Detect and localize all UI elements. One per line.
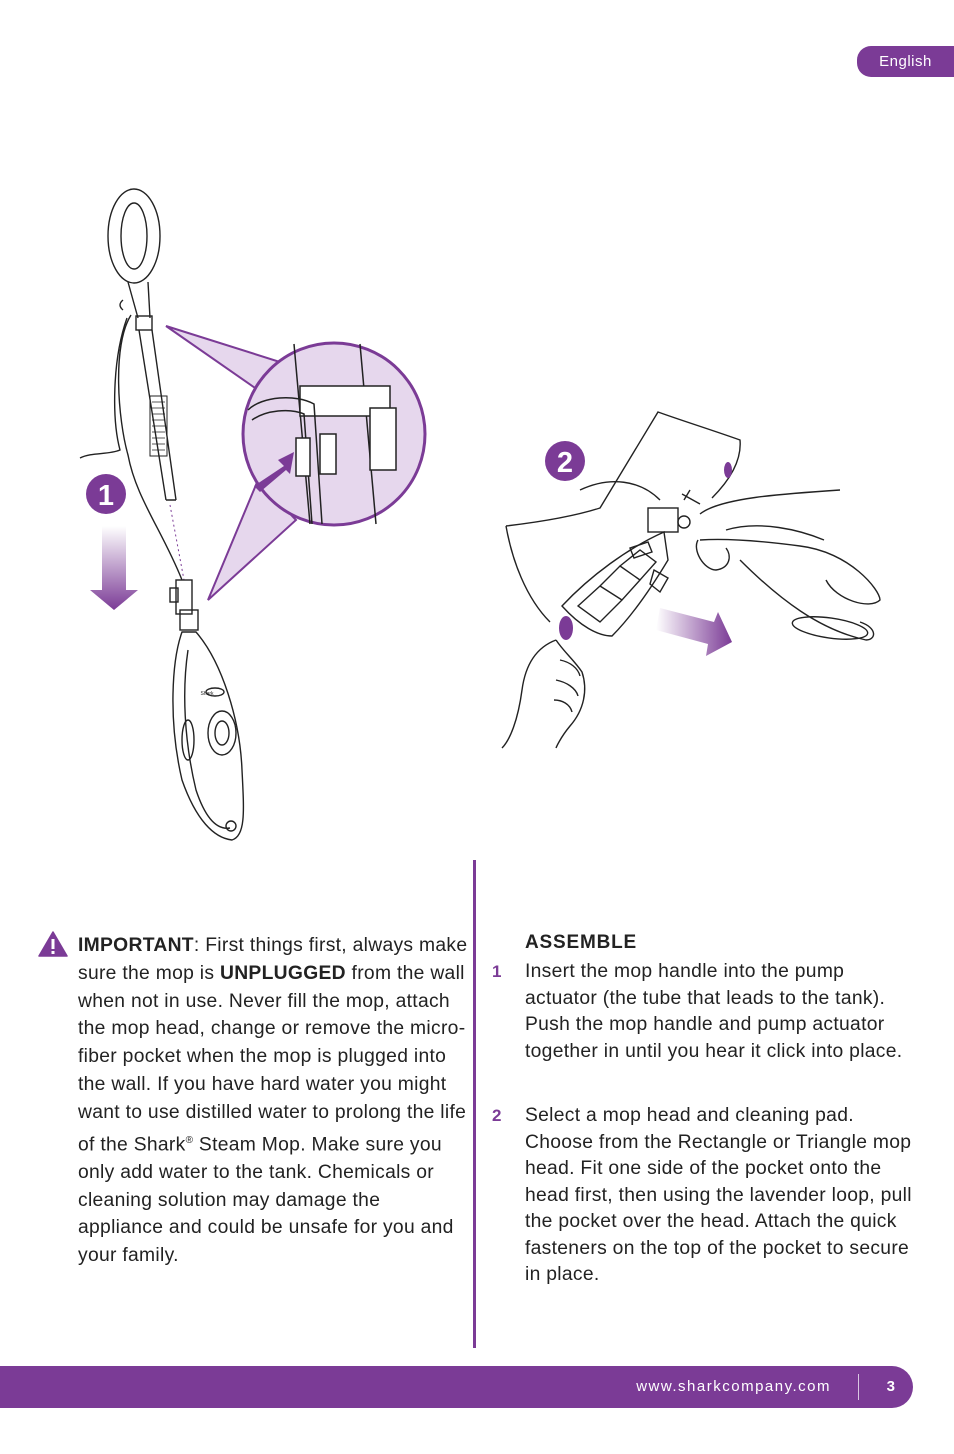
- step-1-badge-label: 1: [97, 480, 115, 512]
- important-notice: [78, 932, 470, 1270]
- important-text-b: from the wall when not in use. Never fill the mop, attach the mop head, change or remove the micro-fiber pocket when the mop is plugged into the wall. If you have hard water you might want to use distilled water to prolong the life of the Shark: [78, 962, 467, 1155]
- zoom-callout: [166, 326, 425, 600]
- assemble-step-2: [492, 1103, 917, 1289]
- step-text: Insert the mop handle into the pump actuator (the tube that leads to the tank). Push the mop handle and pump actuator together in until you hear it click into place.: [525, 961, 903, 1062]
- footer-url[interactable]: www.sharkcompany.com: [636, 1378, 831, 1395]
- warning-icon: [38, 931, 68, 957]
- pad-fastener: [724, 462, 732, 478]
- registered-mark: ®: [185, 1134, 194, 1146]
- assemble-heading: ASSEMBLE: [525, 932, 637, 953]
- down-arrow-icon: [90, 526, 138, 610]
- assemble-step-1: [492, 959, 917, 1065]
- step-number: 2: [492, 1106, 502, 1125]
- right-arrow-icon: [656, 608, 732, 656]
- mop-logo: Shark: [200, 691, 214, 697]
- important-text-c: Steam Mop. Make sure you only add water to the tank. Chemicals or cleaning solution may damage the appliance and could be unsafe for you and your family.: [78, 1134, 454, 1267]
- important-text-a: : First things first, always make sure the mop is: [78, 935, 468, 984]
- step-text: Select a mop head and cleaning pad. Choose from the Rectangle or Triangle mop head. Fit one side of the pocket onto the head first, then using the lavender loop, pull the pocket over the head. Attach the quick fasteners on the top of the pocket to secure in place.: [525, 1105, 912, 1285]
- important-label: IMPORTANT: [78, 935, 194, 956]
- column-divider: [473, 860, 476, 1348]
- footer-bar: [0, 1366, 913, 1408]
- mop-illustration: [80, 189, 243, 840]
- step-number: 1: [492, 962, 502, 981]
- unplugged-emphasis: UNPLUGGED: [219, 962, 346, 984]
- language-tab: English: [857, 46, 954, 77]
- step-2-badge-label: 2: [556, 447, 574, 479]
- page-number: 3: [886, 1378, 895, 1395]
- lavender-loop: [559, 616, 573, 640]
- footer-separator: [858, 1374, 859, 1400]
